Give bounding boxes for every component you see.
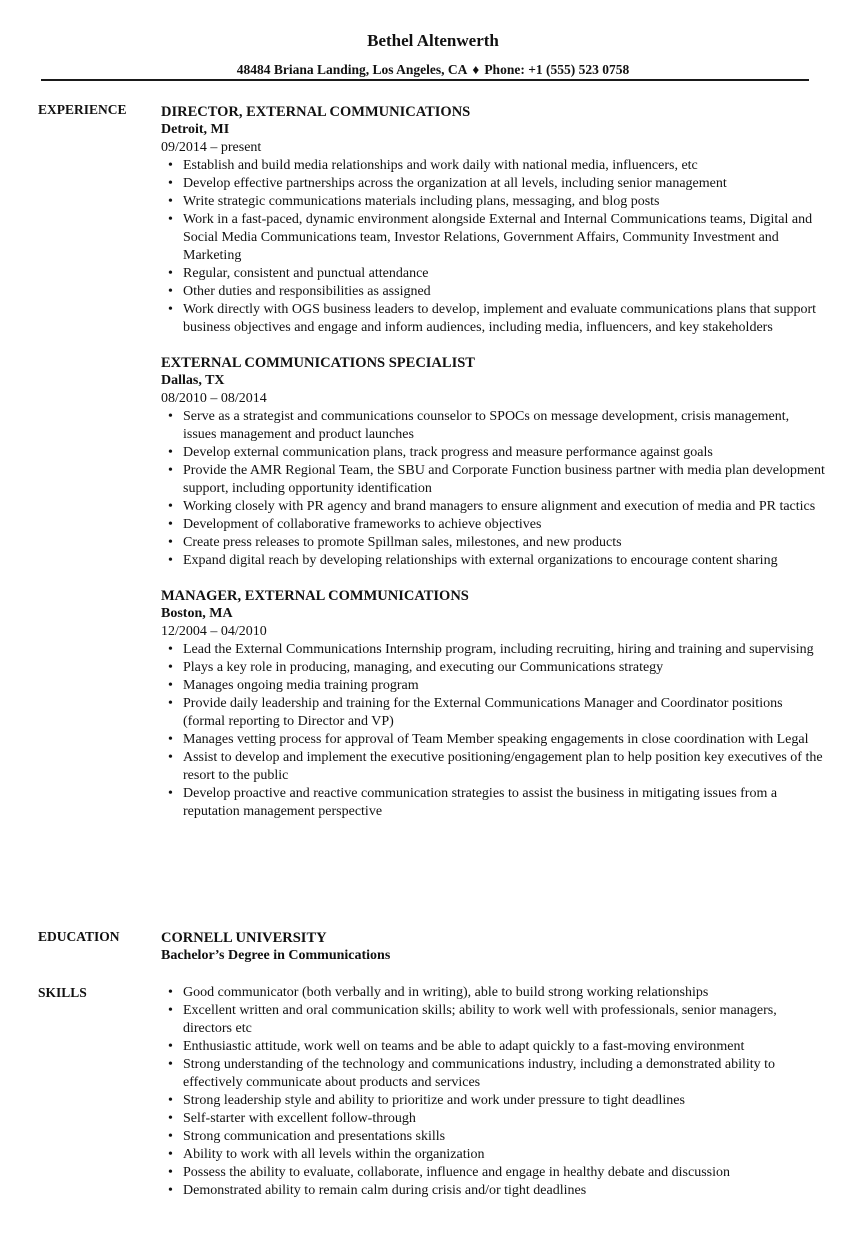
job-entry [161, 354, 826, 570]
header-divider [41, 79, 809, 81]
list-item: • Ability to work with all levels within the organization [183, 1146, 826, 1164]
experience-section [161, 103, 826, 838]
job-title: EXTERNAL COMMUNICATIONS SPECIALIST [161, 355, 475, 371]
resume-header [0, 30, 866, 79]
list-item: • Manages vetting process for approval of Team Member speaking engagements in close coordination with Legal [183, 731, 826, 749]
list-item: • Develop proactive and reactive communication strategies to assist the business in mitigating issues from a reputation management perspective [183, 785, 826, 821]
list-item: • Development of collaborative frameworks to achieve objectives [183, 516, 826, 534]
list-item: • Establish and build media relationships and work daily with national media, influencers, etc [183, 157, 826, 175]
list-item: • Work in a fast-paced, dynamic environment alongside External and Internal Communications teams, Digital and Social Media Communications team, Investor Relations, Government Affairs, Community Investment and Marketing [183, 211, 826, 265]
diamond-separator-icon: ♦ [472, 62, 480, 77]
job-bullets [161, 157, 826, 337]
list-item: • Manages ongoing media training program [183, 677, 826, 695]
school-name: CORNELL UNIVERSITY [161, 930, 327, 946]
list-item: • Assist to develop and implement the executive positioning/engagement plan to help position key executives of the resort to the public [183, 749, 826, 785]
job-dates: 12/2004 – 04/2010 [161, 624, 267, 639]
section-label-experience: EXPERIENCE [38, 102, 127, 117]
contact-line [0, 61, 866, 79]
address: 48484 Briana Landing, Los Angeles, CA [236, 62, 468, 77]
list-item: • Good communicator (both verbally and in writing), able to build strong working relationships [183, 984, 826, 1002]
degree: Bachelor’s Degree in Communications [161, 948, 391, 963]
list-item: • Strong communication and presentations skills [183, 1128, 826, 1146]
skills-list [161, 984, 826, 1200]
job-location: Detroit, MI [161, 122, 230, 137]
list-item: • Develop external communication plans, track progress and measure performance against goals [183, 444, 826, 462]
list-item: • Provide the AMR Regional Team, the SBU and Corporate Function business partner with media plan development support, including opportunity identification [183, 462, 826, 498]
list-item: • Provide daily leadership and training for the External Communications Manager and Coordinator positions (formal reporting to Director and VP) [183, 695, 826, 731]
job-entry [161, 587, 826, 821]
list-item: • Plays a key role in producing, managing, and executing our Communications strategy [183, 659, 826, 677]
list-item: • Possess the ability to evaluate, collaborate, influence and engage in healthy debate and discussion [183, 1164, 826, 1182]
job-title: DIRECTOR, EXTERNAL COMMUNICATIONS [161, 104, 471, 120]
job-location: Boston, MA [161, 606, 233, 621]
section-label-skills: SKILLS [38, 985, 87, 1000]
list-item: • Working closely with PR agency and brand managers to ensure alignment and execution of media and PR tactics [183, 498, 826, 516]
list-item: • Write strategic communications materials including plans, messaging, and blog posts [183, 193, 826, 211]
list-item: • Strong understanding of the technology and communications industry, including a demonstrated ability to effectively communicate about products and services [183, 1056, 826, 1092]
list-item: • Lead the External Communications Internship program, including recruiting, hiring and training and supervising [183, 641, 826, 659]
list-item: • Serve as a strategist and communications counselor to SPOCs on message development, crisis management, issues management and product launches [183, 408, 826, 444]
phone: Phone: +1 (555) 523 0758 [484, 62, 630, 77]
job-dates: 09/2014 – present [161, 140, 262, 155]
job-entry [161, 103, 826, 337]
list-item: • Excellent written and oral communication skills; ability to work well with professionals, senior managers, directors etc [183, 1002, 826, 1038]
section-label-education: EDUCATION [38, 929, 120, 944]
list-item: • Create press releases to promote Spillman sales, milestones, and new products [183, 534, 826, 552]
list-item: • Other duties and responsibilities as assigned [183, 283, 826, 301]
education-section [161, 929, 826, 965]
list-item: • Regular, consistent and punctual attendance [183, 265, 826, 283]
job-dates: 08/2010 – 08/2014 [161, 391, 267, 406]
skills-section [161, 984, 826, 1200]
list-item: • Work directly with OGS business leaders to develop, implement and evaluate communications plans that support business objectives and engage and inform audiences, including media, influencers, and key stakeholders [183, 301, 826, 337]
job-bullets [161, 408, 826, 570]
job-location: Dallas, TX [161, 373, 225, 388]
list-item: • Demonstrated ability to remain calm during crisis and/or tight deadlines [183, 1182, 826, 1200]
list-item: • Enthusiastic attitude, work well on teams and be able to adapt quickly to a fast-moving environment [183, 1038, 826, 1056]
job-bullets [161, 641, 826, 821]
list-item: • Self-starter with excellent follow-through [183, 1110, 826, 1128]
candidate-name: Bethel Altenwerth [367, 31, 499, 50]
list-item: • Expand digital reach by developing relationships with external organizations to encourage content sharing [183, 552, 826, 570]
list-item: • Develop effective partnerships across the organization at all levels, including senior management [183, 175, 826, 193]
list-item: • Strong leadership style and ability to prioritize and work under pressure to tight deadlines [183, 1092, 826, 1110]
job-title: MANAGER, EXTERNAL COMMUNICATIONS [161, 588, 469, 604]
